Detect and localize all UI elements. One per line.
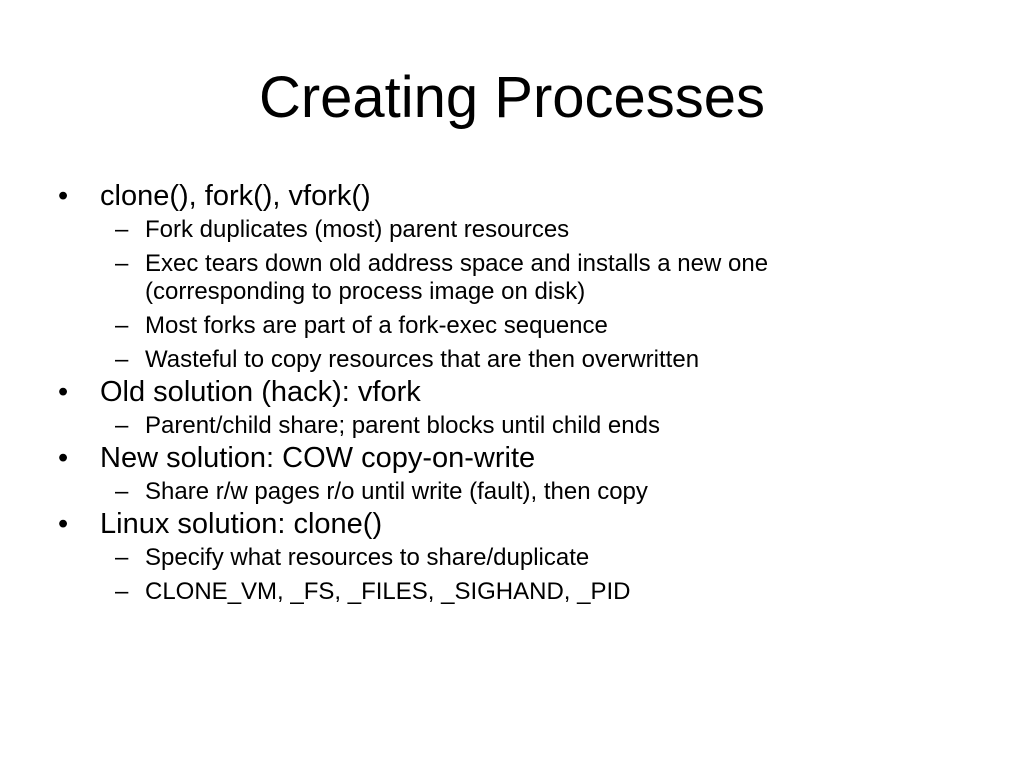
- sub-bullet-marker: –: [115, 412, 129, 439]
- slide-title: Creating Processes: [258, 65, 766, 130]
- bullet-list: [58, 178, 958, 606]
- sub-bullet-item: [115, 312, 958, 340]
- bullet-text: Old solution (hack): vfork: [100, 376, 421, 408]
- sub-bullet-list: [115, 216, 958, 374]
- sub-bullet-item: [115, 346, 958, 374]
- bullet-text: clone(), fork(), vfork(): [100, 180, 371, 212]
- sub-bullet-text: Wasteful to copy resources that are then overwritten: [145, 346, 700, 373]
- bullet-text: New solution: COW copy-on-write: [100, 442, 536, 474]
- bullet-group-3: [58, 440, 958, 506]
- sub-bullet-item: [115, 478, 958, 506]
- sub-bullet-item: [115, 216, 958, 244]
- sub-bullet-list: [115, 478, 958, 506]
- sub-bullet-text: Share r/w pages r/o until write (fault), then copy: [145, 478, 648, 505]
- sub-bullet-marker: –: [115, 478, 129, 505]
- sub-bullet-item: [115, 578, 958, 606]
- sub-bullet-marker: –: [115, 544, 129, 571]
- bullet-marker: •: [58, 180, 69, 212]
- sub-bullet-item: [115, 250, 958, 306]
- sub-bullet-text: CLONE_VM, _FS, _FILES, _SIGHAND, _PID: [145, 578, 631, 605]
- bullet-item: [58, 178, 958, 214]
- bullet-group-1: [58, 178, 958, 374]
- sub-bullet-marker: –: [115, 578, 129, 605]
- sub-bullet-marker: –: [115, 346, 129, 373]
- sub-bullet-marker: –: [115, 216, 129, 243]
- sub-bullet-list: [115, 412, 958, 440]
- bullet-item: [58, 374, 958, 410]
- sub-bullet-text: Fork duplicates (most) parent resources: [145, 216, 570, 243]
- sub-bullet-marker: –: [115, 250, 129, 277]
- bullet-item: [58, 440, 958, 476]
- sub-bullet-item: [115, 544, 958, 572]
- bullet-marker: •: [58, 376, 69, 408]
- sub-bullet-text: Exec tears down old address space and installs a new one (corresponding to process image on disk): [145, 250, 769, 305]
- sub-bullet-item: [115, 412, 958, 440]
- sub-bullet-list: [115, 544, 958, 606]
- bullet-group-2: [58, 374, 958, 440]
- sub-bullet-text: Most forks are part of a fork-exec sequence: [145, 312, 608, 339]
- sub-bullet-text: Specify what resources to share/duplicate: [145, 544, 590, 571]
- bullet-marker: •: [58, 508, 69, 540]
- sub-bullet-text: Parent/child share; parent blocks until child ends: [145, 412, 660, 439]
- bullet-marker: •: [58, 442, 69, 474]
- sub-bullet-marker: –: [115, 312, 129, 339]
- bullet-item: [58, 506, 958, 542]
- bullet-group-4: [58, 506, 958, 606]
- bullet-text: Linux solution: clone(): [100, 508, 383, 540]
